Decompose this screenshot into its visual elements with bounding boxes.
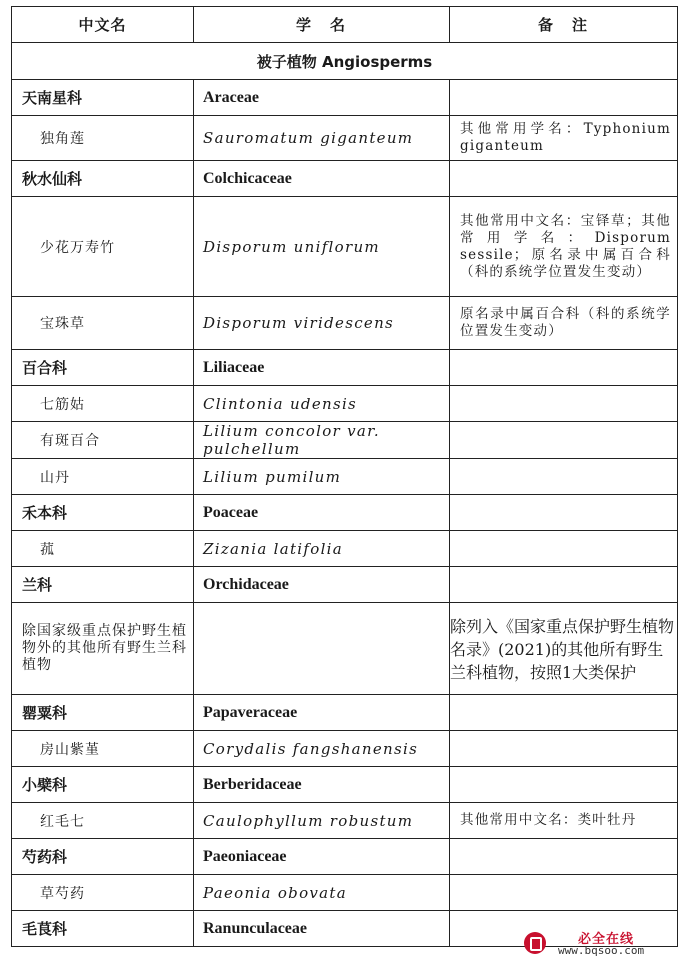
cell-cn: 独角莲 (12, 116, 194, 161)
cell-note (450, 80, 678, 116)
family-row (12, 161, 678, 197)
cell-note (450, 422, 678, 459)
cell-sci: Colchicaceae (194, 161, 450, 197)
cell-sci: Papaveraceae (194, 695, 450, 731)
header-sci: 学 名 (194, 7, 450, 43)
family-row (12, 350, 678, 386)
cell-cn: 少花万寿竹 (12, 197, 194, 297)
species-row (12, 459, 678, 495)
cell-cn: 秋水仙科 (12, 161, 194, 197)
cell-note: 其他常用中文名：类叶牡丹 (450, 803, 678, 839)
cell-sci: Paeoniaceae (194, 839, 450, 875)
cell-sci: Paeonia obovata (194, 875, 450, 911)
cell-note: 其他常用中文名：宝铎草；其他常用学名：Disporum sessile；原名录中属百合科（科的系统学位置发生变动） (450, 197, 678, 297)
cell-cn: 禾本科 (12, 495, 194, 531)
header-cn: 中文名 (12, 7, 194, 43)
cell-sci (194, 603, 450, 695)
cell-sci: Berberidaceae (194, 767, 450, 803)
cell-note (450, 350, 678, 386)
cell-sci: Corydalis fangshanensis (194, 731, 450, 767)
cell-sci: Poaceae (194, 495, 450, 531)
cell-note: 其他常用学名：Typhonium giganteum (450, 116, 678, 161)
cell-note (450, 161, 678, 197)
cell-sci: Disporum uniflorum (194, 197, 450, 297)
cell-cn: 草芍药 (12, 875, 194, 911)
family-row (12, 495, 678, 531)
cell-note (450, 567, 678, 603)
cell-cn: 红毛七 (12, 803, 194, 839)
cell-note (450, 839, 678, 875)
cell-note: 除列入《国家重点保护野生植物名录》(2021)的其他所有野生兰科植物，按照1大类保护 (450, 603, 678, 695)
species-row (12, 803, 678, 839)
watermark-url: www.bqsoo.com (558, 944, 645, 957)
cell-cn: 罂粟科 (12, 695, 194, 731)
cell-sci: Orchidaceae (194, 567, 450, 603)
species-row (12, 386, 678, 422)
cell-note (450, 495, 678, 531)
family-row (12, 767, 678, 803)
cell-note (450, 459, 678, 495)
cell-note (450, 731, 678, 767)
cell-cn: 七筋姑 (12, 386, 194, 422)
species-row (12, 116, 678, 161)
section-title: 被子植物 Angiosperms (12, 43, 678, 80)
species-row (12, 875, 678, 911)
species-row (12, 297, 678, 350)
cell-cn: 菰 (12, 531, 194, 567)
species-row (12, 422, 678, 459)
cell-cn: 兰科 (12, 567, 194, 603)
species-row (12, 197, 678, 297)
species-row (12, 531, 678, 567)
cell-cn: 小檗科 (12, 767, 194, 803)
cell-cn: 天南星科 (12, 80, 194, 116)
group-row (12, 603, 678, 695)
watermark (520, 928, 680, 960)
cell-sci: Sauromatum giganteum (194, 116, 450, 161)
family-row (12, 567, 678, 603)
cell-sci: Lilium concolor var. pulchellum (194, 422, 450, 459)
cell-cn: 山丹 (12, 459, 194, 495)
section-row (12, 43, 678, 80)
cell-note (450, 767, 678, 803)
watermark-name: 必全在线 (578, 932, 635, 947)
cell-cn: 毛茛科 (12, 911, 194, 947)
cell-sci: Liliaceae (194, 350, 450, 386)
cell-note: 原名录中属百合科（科的系统学位置发生变动） (450, 297, 678, 350)
cell-note (450, 531, 678, 567)
cell-sci: Disporum viridescens (194, 297, 450, 350)
cell-sci: Clintonia udensis (194, 386, 450, 422)
species-row (12, 731, 678, 767)
bqsoo-logo-icon (524, 932, 546, 954)
cell-sci: Caulophyllum robustum (194, 803, 450, 839)
cell-cn: 除国家级重点保护野生植物外的其他所有野生兰科植物 (12, 603, 194, 695)
family-row (12, 80, 678, 116)
cell-note (450, 386, 678, 422)
cell-note (450, 695, 678, 731)
cell-sci: Ranunculaceae (194, 911, 450, 947)
cell-note (450, 875, 678, 911)
family-row (12, 839, 678, 875)
cell-sci: Lilium pumilum (194, 459, 450, 495)
cell-sci: Zizania latifolia (194, 531, 450, 567)
cell-cn: 百合科 (12, 350, 194, 386)
cell-sci: Araceae (194, 80, 450, 116)
cell-cn: 芍药科 (12, 839, 194, 875)
header-note: 备 注 (450, 7, 678, 43)
header-row (12, 7, 678, 43)
cell-cn: 房山紫堇 (12, 731, 194, 767)
cell-cn: 有斑百合 (12, 422, 194, 459)
protected-plants-table (11, 6, 678, 947)
family-row (12, 695, 678, 731)
cell-cn: 宝珠草 (12, 297, 194, 350)
